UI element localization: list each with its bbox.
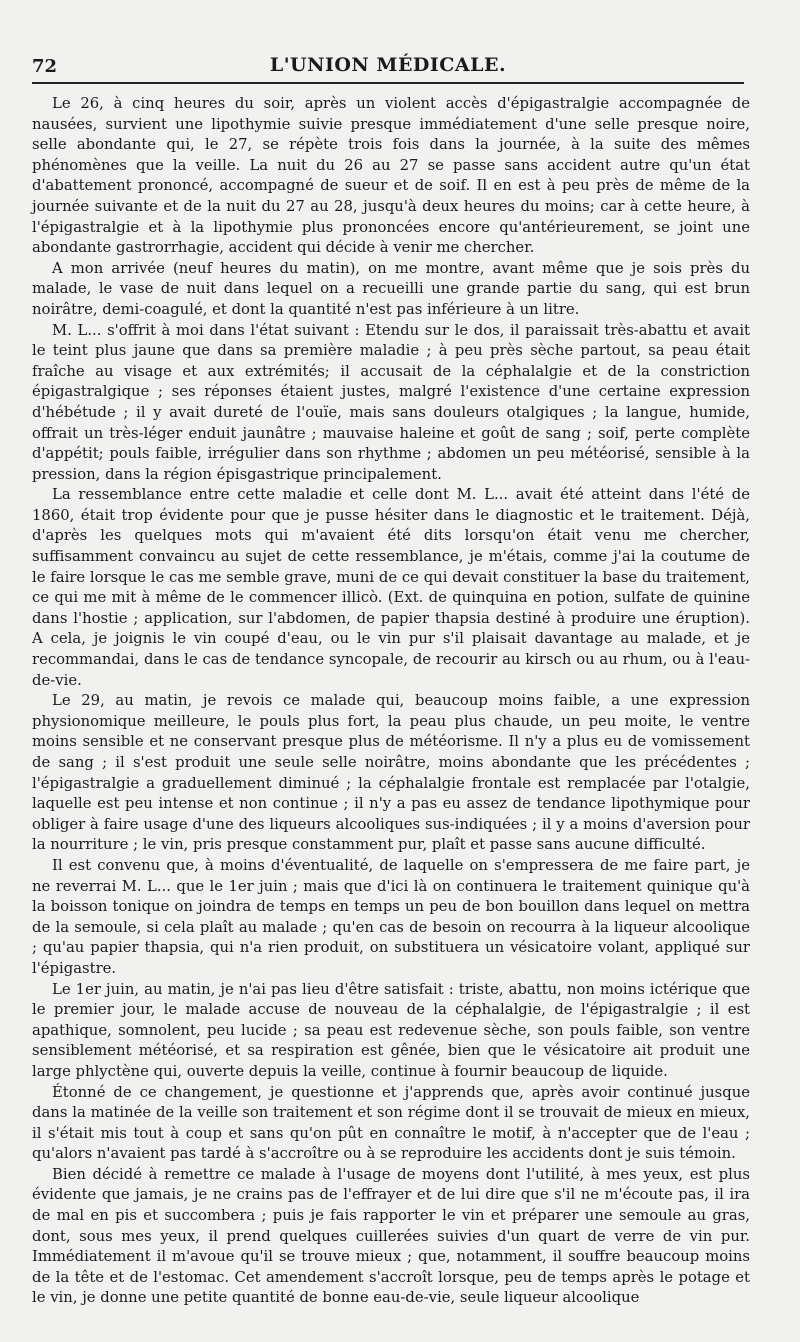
page-number: 72 <box>32 56 58 77</box>
paragraph: A mon arrivée (neuf heures du matin), on me montre, avant même que je sois près du malade, le vase de nuit dans lequel on a recueilli une grande partie du sang, qui est brun noirâtre, demi-coagulé, et dont la quantité n'est pas inférieure à un litre. <box>32 259 750 318</box>
paragraph: Le 29, au matin, je revois ce malade qui, beaucoup moins faible, a une expression physionomique meilleure, le pouls plus fort, la peau plus chaude, un peu moite, le ventre moins sensible et ne conservant presque plus de météorisme. Il n'y a plus eu de vomissement de sang ; il s'est produit une seule selle noirâtre, moins abondante que les précédentes ; l'épigastralgie a graduellement diminué ; la céphalalgie frontale est remplacée par l'otalgie, laquelle est peu intense et non continue ; il n'y a pas eu assez de tendance lipothymique pour obliger à faire usage d'une des liqueurs alcooliques sus-indiquées ; il y a moins d'aversion pour la nourriture ; le vin, pris presque constamment pur, plaît et passe sans aucune difficulté. <box>32 692 750 854</box>
paragraph: M. L... s'offrit à moi dans l'état suivant : Etendu sur le dos, il paraissait très-abattu et avait le teint plus jaune que dans sa première maladie ; à peu près sèche partout, sa peau était fraîche au visage et aux extrémités; il accusait de la céphalalgie et de la constriction épigastralgique ; ses réponses étaient justes, malgré l'existence d'une certaine expression d'hébétude ; il y avait dureté de l'ouïe, mais sans douleurs otalgiques ; la langue, humide, offrait un très-léger enduit jaunâtre ; mauvaise haleine et goût de sang ; soif, perte complète d'appétit; pouls faible, irrégulier dans son rhythme ; abdomen un peu météorisé, sensible à la pression, dans la région épisgastrique principalement. <box>32 321 750 483</box>
paragraph: Le 26, à cinq heures du soir, après un violent accès d'épigastralgie accompagnée de nausées, survient une lipothymie suivie presque immédiatement d'une selle presque noire, selle abondante qui, le 27, se répète trois fois dans la journée, à la suite des mêmes phénomènes que la veille. La nuit du 26 au 27 se passe sans accident autre qu'un état d'abattement prononcé, accompagné de sueur et de soif. Il en est à peu près de même de la journée suivante et de la nuit du 27 au 28, jusqu'à deux heures du moins; car à cette heure, à l'épigastralgie et à la lipothymie plus prononcées encore qu'antérieurement, se joint une abondante gastrorrhagie, accident qui décide à venir me chercher. <box>32 95 750 257</box>
running-head <box>32 50 744 80</box>
paragraph: Étonné de ce changement, je questionne et j'apprends que, après avoir continué jusque dans la matinée de la veille son traitement et son régime dont il se trouvait de mieux en mieux, il s'était mis tout à coup et sans qu'on pût en connaître le motif, à n'accepter que de l'eau ; qu'alors n'avaient pas tardé à s'accroître ou à se reproduire les accidents dont je suis témoin. <box>32 1083 750 1163</box>
journal-title: L'UNION MÉDICALE. <box>269 54 507 76</box>
paragraph: Le 1er juin, au matin, je n'ai pas lieu d'être satisfait : triste, abattu, non moins ictérique que le premier jour, le malade accuse de nouveau de la céphalalgie, de l'épigastralgie ; il est apathique, somnolent, peu lucide ; sa peau est redevenue sèche, son pouls faible, son ventre sensiblement météorisé, et sa respiration est gênée, bien que le vésicatoire ait produit une large phlyctène qui, ouverte depuis la veille, continue à fournir beaucoup de liquide. <box>32 980 750 1080</box>
article-body <box>32 94 750 1309</box>
paragraph: La ressemblance entre cette maladie et celle dont M. L... avait été atteint dans l'été de 1860, était trop évidente pour que je pusse hésiter dans le diagnostic et le traitement. Déjà, d'après les quelques mots qui m'avaient été dits lorsqu'on était venu me chercher, suffisamment convaincu au sujet de cette ressemblance, je m'étais, comme j'ai la coutume de le faire lorsque le cas me semble grave, muni de ce qui devait constituer la base du traitement, ce qui me mit à même de le commencer illicò. (Ext. de quinquina en potion, sulfate de quinine dans l'hostie ; application, sur l'abdomen, de papier thapsia destiné à produire une éruption). A cela, je joignis le vin coupé d'eau, ou le vin pur s'il plaisait davantage au malade, et je recommandai, dans le cas de tendance syncopale, de recourir au kirsch ou au rhum, ou à l'eau-de-vie. <box>32 486 750 689</box>
paragraph: Il est convenu que, à moins d'éventualité, de laquelle on s'empressera de me faire part, je ne reverrai M. L... que le 1er juin ; mais que d'ici là on continuera le traitement quinique qu'à la boisson tonique on joindra de temps en temps un peu de bon bouillon dans lequel on mettra de la semoule, si cela plaît au malade ; qu'en cas de besoin on recourra à la liqueur alcoolique ; qu'au papier thapsia, qui n'a rien produit, on substituera un vésicatoire volant, appliqué sur l'épigastre. <box>32 856 750 977</box>
header-rule <box>32 82 744 84</box>
paragraph: Bien décidé à remettre ce malade à l'usage de moyens dont l'utilité, à mes yeux, est plus évidente que jamais, je ne crains pas de l'effrayer et de lui dire que s'il ne m'écoute pas, il ira de mal en pis et succombera ; puis je fais rapporter le vin et préparer une semoule au gras, dont, sous mes yeux, il prend quelques cuillerées suivies d'un quart de verre de vin pur. Immédiatement il m'avoue qu'il se trouve mieux ; que, notamment, il souffre beaucoup moins de la tête et de l'estomac. Cet amendement s'accroît lorsque, peu de temps après le potage et le vin, je donne une petite quantité de bonne eau-de-vie, seule liqueur alcoolique <box>32 1165 750 1307</box>
